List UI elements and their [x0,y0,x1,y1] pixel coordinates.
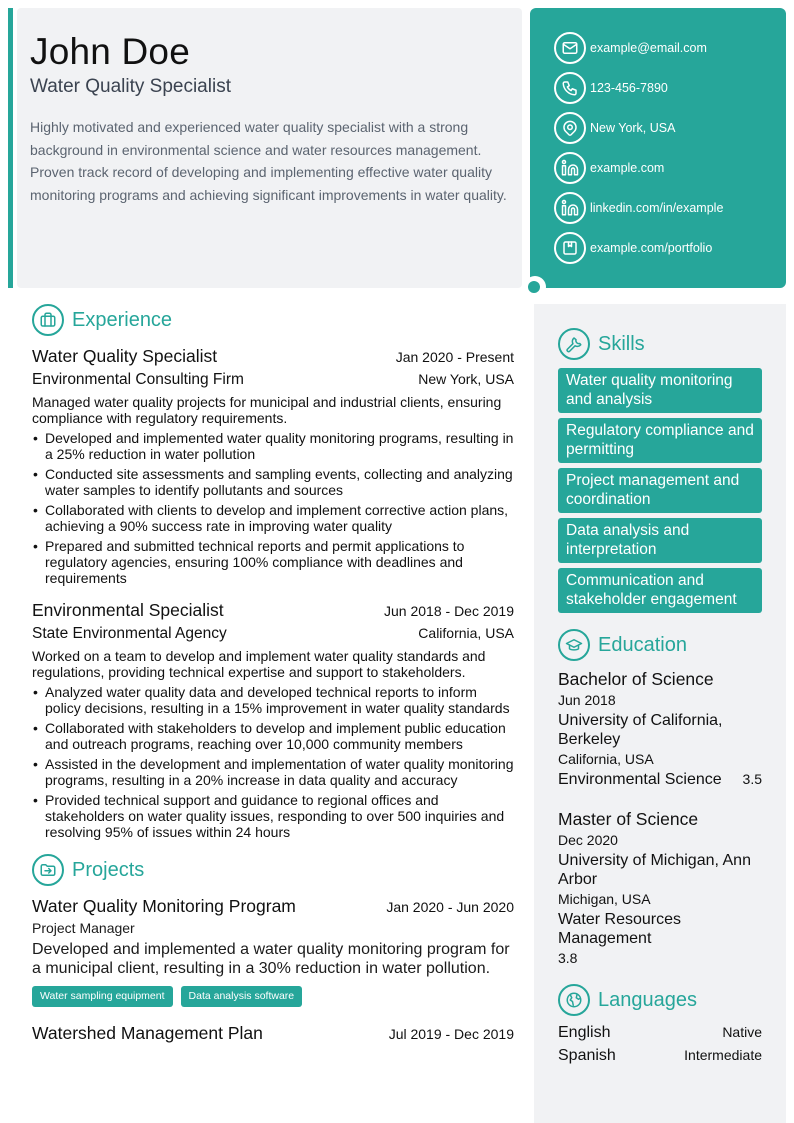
education-date: Jun 2018 [558,692,616,708]
contact-linkedin[interactable] [554,192,786,224]
education-heading: Education [598,633,687,656]
contact-website[interactable] [554,152,786,184]
project-tag: Water sampling equipment [32,986,173,1007]
globe-icon [558,984,590,1016]
job-bullet: • Assisted in the development and implementation of water quality monitoring programs, resulting in a 20% increase in data quality and accuracy [32,756,514,788]
job-bullet: • Conducted site assessments and sampling events, collecting and analyzing water samples to identify pollutants and sources [32,466,514,498]
job-bullet: • Provided technical support and guidance to regional offices and stakeholders on water quality issues, responding to over 500 inquiries and resolving 95% of issues within 24 hours [32,792,514,840]
candidate-title: Water Quality Specialist [30,76,231,97]
header-card [17,8,522,288]
accent-bar [8,8,13,288]
job-bullet: • Collaborated with stakeholders to develop and implement public education and outreach programs, reaching over 10,000 community members [32,720,514,752]
portfolio-icon [554,232,586,264]
education-date: Dec 2020 [558,832,618,848]
skill-badge: Water quality monitoring and analysis [558,368,762,413]
job-entry [32,346,514,586]
phone-icon [554,72,586,104]
job-description: Worked on a team to develop and implement water quality standards and regulations, providing technical expertise and support to stakeholders. [32,648,486,680]
language-row [558,1024,762,1047]
languages-list [558,1024,762,1070]
contact-location-text: New York, USA [590,121,676,135]
job-description: Managed water quality projects for municipal and industrial clients, ensuring compliance with regulatory requirements. [32,394,502,426]
language-row [558,1047,762,1070]
job-bullet: • Developed and implemented water quality monitoring programs, resulting in a 25% reduction in water pollution [32,430,514,462]
language-level: Native [722,1024,762,1040]
education-entry [558,669,762,789]
wrench-icon [558,328,590,360]
contact-portfolio[interactable] [554,232,786,264]
contact-phone[interactable] [554,72,786,104]
language-level: Intermediate [684,1047,762,1063]
skill-badge: Data analysis and interpretation [558,518,762,563]
job-company: State Environmental Agency [32,625,227,642]
skill-badge: Project management and coordination [558,468,762,513]
projects-heading: Projects [72,858,145,881]
skills-section-header [558,328,762,360]
education-field: Environmental Science [558,771,722,788]
experience-section-header [32,304,514,336]
folder-icon [32,854,64,886]
job-bullet: • Prepared and submitted technical reports and permit applications to regulatory agencies, ensuring 100% compliance with deadlines and requirements [32,538,514,586]
education-degree: Bachelor of Science [558,669,714,689]
linkedin-icon [554,152,586,184]
job-location: California, USA [418,625,514,641]
job-title: Water Quality Specialist [32,346,218,366]
skill-badge: Communication and stakeholder engagement [558,568,762,613]
contact-linkedin-text: linkedin.com/in/example [590,201,724,215]
email-icon [554,32,586,64]
summary: Highly motivated and experienced water quality specialist with a strong background in environmental science and water resources management. Proven track record of developing and implementing effective water quality monitoring programs and achieving significant improvements in water quality. [30,119,507,203]
education-degree: Master of Science [558,809,699,829]
education-location: California, USA [558,751,654,767]
contact-email-text: example@email.com [590,41,707,55]
language-name: English [558,1024,611,1041]
job-dates: Jun 2018 - Dec 2019 [384,603,514,619]
project-description: Developed and implemented a water quality monitoring program for a municipal client, resulting in a 30% reduction in water pollution. [32,941,510,977]
contact-website-text: example.com [590,161,665,175]
education-gpa: 3.8 [558,950,578,966]
job-entry [32,600,514,840]
project-title: Water Quality Monitoring Program [32,896,296,916]
projects-section-header [32,854,514,886]
languages-heading: Languages [598,988,697,1011]
skills-list [558,368,762,613]
languages-section-header [558,984,762,1016]
job-title: Environmental Specialist [32,600,224,620]
project-title: Watershed Management Plan [32,1023,263,1043]
header-notch-dot [528,281,540,293]
language-name: Spanish [558,1047,616,1064]
education-school: University of Michigan, Ann Arbor [558,852,751,888]
skills-heading: Skills [598,332,645,355]
education-location: Michigan, USA [558,891,651,907]
job-bullets [32,684,514,840]
graduation-cap-icon [558,629,590,661]
education-field: Water Resources Management [558,911,681,947]
linkedin-icon [554,192,586,224]
education-gpa: 3.5 [742,771,762,787]
contact-panel [530,8,786,288]
briefcase-icon [32,304,64,336]
job-dates: Jan 2020 - Present [395,349,514,365]
education-school: University of California, Berkeley [558,712,723,748]
contact-phone-text: 123-456-7890 [590,81,668,95]
job-location: New York, USA [418,371,514,387]
education-section-header [558,629,762,661]
project-entry [32,1023,514,1044]
experience-heading: Experience [72,308,173,331]
main-column [32,304,514,1044]
project-dates: Jan 2020 - Jun 2020 [386,899,514,915]
contact-portfolio-text: example.com/portfolio [590,241,713,255]
job-bullets [32,430,514,586]
job-bullet: • Analyzed water quality data and developed technical reports to inform policy decisions, resulting in a 15% improvement in water quality standards [32,684,514,716]
contact-email[interactable] [554,32,786,64]
map-pin-icon [554,112,586,144]
job-company: Environmental Consulting Firm [32,371,244,388]
job-bullet: • Collaborated with clients to develop and implement corrective action plans, achieving a 90% success rate in improving water quality [32,502,514,534]
candidate-name: John Doe [30,31,190,72]
skill-badge: Regulatory compliance and permitting [558,418,762,463]
education-entry [558,809,762,966]
contact-location [554,112,786,144]
project-tags [32,986,514,1007]
project-dates: Jul 2019 - Dec 2019 [388,1026,514,1042]
project-role: Project Manager [32,920,135,936]
sidebar [534,304,786,1123]
project-entry [32,896,514,1007]
project-tag: Data analysis software [181,986,303,1007]
